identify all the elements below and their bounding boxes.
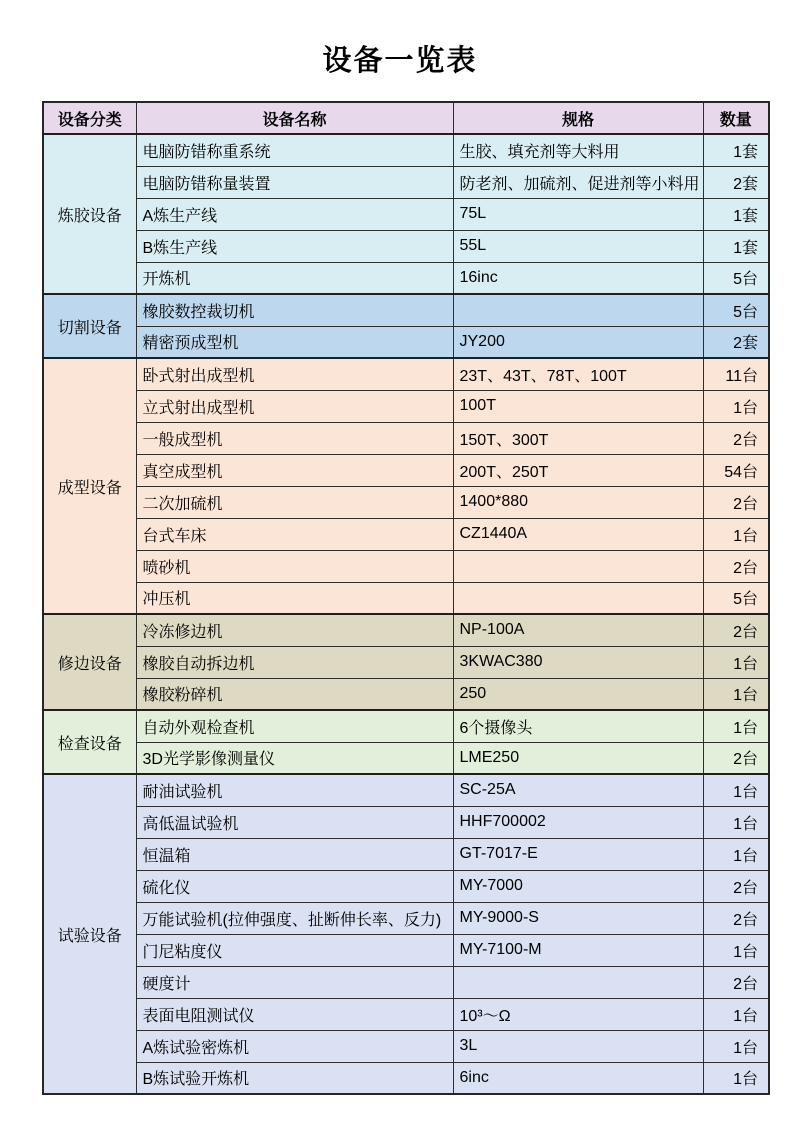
name-cell: 二次加硫机 bbox=[136, 486, 453, 518]
qty-cell: 1台 bbox=[703, 678, 769, 710]
table-row bbox=[43, 486, 769, 518]
table-row bbox=[43, 230, 769, 262]
spec-cell: 75L bbox=[453, 198, 703, 230]
table-row bbox=[43, 806, 769, 838]
table-row bbox=[43, 870, 769, 902]
spec-cell: 6inc bbox=[453, 1062, 703, 1094]
table-row bbox=[43, 582, 769, 614]
table-row bbox=[43, 614, 769, 646]
name-cell: 高低温试验机 bbox=[136, 806, 453, 838]
name-cell: A炼试验密炼机 bbox=[136, 1030, 453, 1062]
header-row bbox=[43, 102, 769, 134]
qty-cell: 1套 bbox=[703, 198, 769, 230]
spec-cell: 3L bbox=[453, 1030, 703, 1062]
qty-cell: 2套 bbox=[703, 326, 769, 358]
header-qty: 数量 bbox=[703, 102, 769, 134]
spec-cell: 55L bbox=[453, 230, 703, 262]
spec-cell: MY-7100-M bbox=[453, 934, 703, 966]
category-cell: 修边设备 bbox=[43, 614, 136, 710]
name-cell: B炼试验开炼机 bbox=[136, 1062, 453, 1094]
spec-cell bbox=[453, 294, 703, 326]
qty-cell: 1台 bbox=[703, 390, 769, 422]
name-cell: 电脑防错称量装置 bbox=[136, 166, 453, 198]
header-spec: 规格 bbox=[453, 102, 703, 134]
table-row bbox=[43, 518, 769, 550]
qty-cell: 1台 bbox=[703, 806, 769, 838]
table-row bbox=[43, 326, 769, 358]
qty-cell: 54台 bbox=[703, 454, 769, 486]
spec-cell bbox=[453, 966, 703, 998]
equipment-table-body bbox=[43, 134, 769, 1094]
table-row bbox=[43, 422, 769, 454]
category-cell: 检查设备 bbox=[43, 710, 136, 774]
table-row bbox=[43, 742, 769, 774]
name-cell: 冷冻修边机 bbox=[136, 614, 453, 646]
table-row bbox=[43, 838, 769, 870]
spec-cell: 200T、250T bbox=[453, 454, 703, 486]
table-row bbox=[43, 678, 769, 710]
qty-cell: 1台 bbox=[703, 710, 769, 742]
qty-cell: 2台 bbox=[703, 422, 769, 454]
qty-cell: 1台 bbox=[703, 838, 769, 870]
spec-cell: 1400*880 bbox=[453, 486, 703, 518]
spec-cell: 16inc bbox=[453, 262, 703, 294]
table-row bbox=[43, 902, 769, 934]
qty-cell: 1台 bbox=[703, 998, 769, 1030]
spec-cell bbox=[453, 582, 703, 614]
name-cell: 恒温箱 bbox=[136, 838, 453, 870]
name-cell: 开炼机 bbox=[136, 262, 453, 294]
qty-cell: 1台 bbox=[703, 774, 769, 806]
table-row bbox=[43, 966, 769, 998]
qty-cell: 2台 bbox=[703, 486, 769, 518]
qty-cell: 5台 bbox=[703, 262, 769, 294]
spec-cell: HHF700002 bbox=[453, 806, 703, 838]
qty-cell: 2台 bbox=[703, 966, 769, 998]
name-cell: 橡胶粉碎机 bbox=[136, 678, 453, 710]
table-row bbox=[43, 1030, 769, 1062]
table-row bbox=[43, 934, 769, 966]
table-row bbox=[43, 710, 769, 742]
name-cell: B炼生产线 bbox=[136, 230, 453, 262]
name-cell: A炼生产线 bbox=[136, 198, 453, 230]
spec-cell: 生胶、填充剂等大料用 bbox=[453, 134, 703, 166]
spec-cell: 100T bbox=[453, 390, 703, 422]
category-cell: 试验设备 bbox=[43, 774, 136, 1094]
spec-cell: CZ1440A bbox=[453, 518, 703, 550]
qty-cell: 1套 bbox=[703, 230, 769, 262]
table-row bbox=[43, 294, 769, 326]
spec-cell: 23T、43T、78T、100T bbox=[453, 358, 703, 390]
spec-cell: MY-9000-S bbox=[453, 902, 703, 934]
table-row bbox=[43, 358, 769, 390]
category-cell: 炼胶设备 bbox=[43, 134, 136, 294]
name-cell: 万能试验机(拉伸强度、扯断伸长率、反力) bbox=[136, 902, 453, 934]
table-row bbox=[43, 166, 769, 198]
name-cell: 真空成型机 bbox=[136, 454, 453, 486]
qty-cell: 1台 bbox=[703, 518, 769, 550]
qty-cell: 2套 bbox=[703, 166, 769, 198]
spec-cell: 3KWAC380 bbox=[453, 646, 703, 678]
spec-cell: 250 bbox=[453, 678, 703, 710]
table-row bbox=[43, 1062, 769, 1094]
qty-cell: 5台 bbox=[703, 582, 769, 614]
spec-cell: SC-25A bbox=[453, 774, 703, 806]
table-header bbox=[43, 102, 769, 134]
name-cell: 立式射出成型机 bbox=[136, 390, 453, 422]
qty-cell: 1台 bbox=[703, 934, 769, 966]
page-title: 设备一览表 bbox=[322, 45, 478, 77]
name-cell: 耐油试验机 bbox=[136, 774, 453, 806]
name-cell: 表面电阻测试仪 bbox=[136, 998, 453, 1030]
qty-cell: 2台 bbox=[703, 870, 769, 902]
spec-cell bbox=[453, 550, 703, 582]
table-row bbox=[43, 262, 769, 294]
header-name: 设备名称 bbox=[136, 102, 453, 134]
spec-cell: 防老剂、加硫剂、促进剂等小料用 bbox=[453, 166, 703, 198]
name-cell: 台式车床 bbox=[136, 518, 453, 550]
qty-cell: 2台 bbox=[703, 742, 769, 774]
name-cell: 精密预成型机 bbox=[136, 326, 453, 358]
qty-cell: 2台 bbox=[703, 550, 769, 582]
spec-cell: MY-7000 bbox=[453, 870, 703, 902]
qty-cell: 1台 bbox=[703, 1030, 769, 1062]
header-category: 设备分类 bbox=[43, 102, 136, 134]
qty-cell: 2台 bbox=[703, 614, 769, 646]
name-cell: 卧式射出成型机 bbox=[136, 358, 453, 390]
table-row bbox=[43, 646, 769, 678]
name-cell: 门尼粘度仪 bbox=[136, 934, 453, 966]
spec-cell: JY200 bbox=[453, 326, 703, 358]
name-cell: 3D光学影像测量仪 bbox=[136, 742, 453, 774]
spec-cell: GT-7017-E bbox=[453, 838, 703, 870]
name-cell: 自动外观检查机 bbox=[136, 710, 453, 742]
equipment-table bbox=[42, 101, 770, 1095]
name-cell: 橡胶数控裁切机 bbox=[136, 294, 453, 326]
qty-cell: 11台 bbox=[703, 358, 769, 390]
spec-cell: 150T、300T bbox=[453, 422, 703, 454]
name-cell: 硫化仪 bbox=[136, 870, 453, 902]
name-cell: 电脑防错称重系统 bbox=[136, 134, 453, 166]
name-cell: 橡胶自动拆边机 bbox=[136, 646, 453, 678]
spec-cell: LME250 bbox=[453, 742, 703, 774]
spec-cell: 6个摄像头 bbox=[453, 710, 703, 742]
table-row bbox=[43, 774, 769, 806]
name-cell: 冲压机 bbox=[136, 582, 453, 614]
spec-cell: NP-100A bbox=[453, 614, 703, 646]
table-row bbox=[43, 198, 769, 230]
qty-cell: 1套 bbox=[703, 134, 769, 166]
table-row bbox=[43, 550, 769, 582]
qty-cell: 1台 bbox=[703, 1062, 769, 1094]
qty-cell: 2台 bbox=[703, 902, 769, 934]
name-cell: 喷砂机 bbox=[136, 550, 453, 582]
table-row bbox=[43, 134, 769, 166]
category-cell: 成型设备 bbox=[43, 358, 136, 614]
name-cell: 硬度计 bbox=[136, 966, 453, 998]
category-cell: 切割设备 bbox=[43, 294, 136, 358]
spec-cell: 10³～Ω bbox=[453, 998, 703, 1030]
table-row bbox=[43, 454, 769, 486]
table-row bbox=[43, 390, 769, 422]
qty-cell: 5台 bbox=[703, 294, 769, 326]
name-cell: 一般成型机 bbox=[136, 422, 453, 454]
table-row bbox=[43, 998, 769, 1030]
qty-cell: 1台 bbox=[703, 646, 769, 678]
